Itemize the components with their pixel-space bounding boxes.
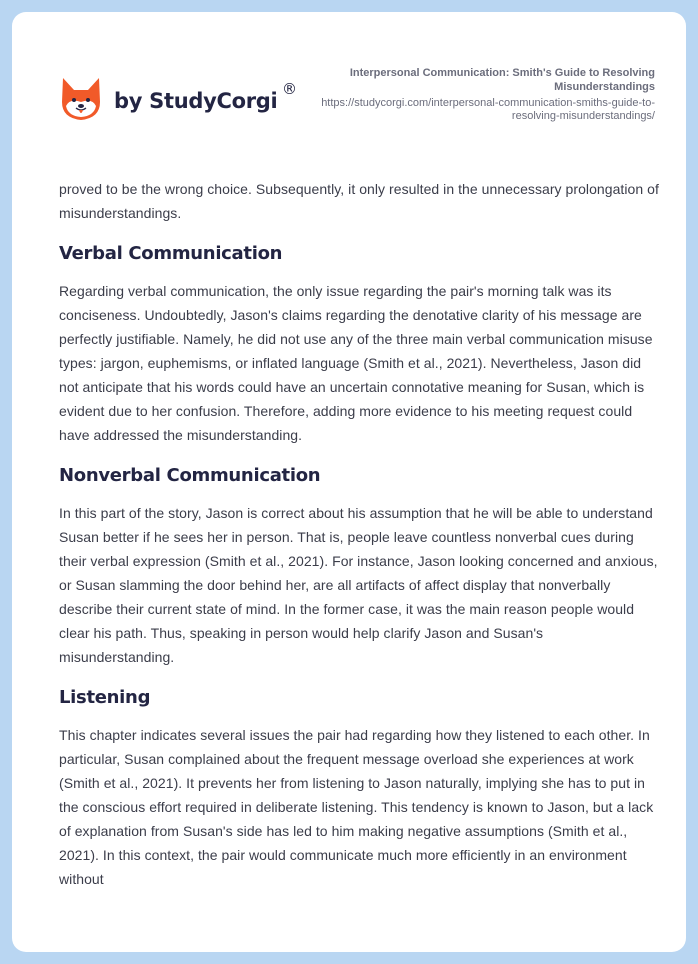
brand-name: by StudyCorgi	[114, 89, 278, 113]
studycorgi-logo[interactable]	[60, 76, 297, 122]
corgi-logo-icon	[60, 76, 102, 122]
section-heading-verbal: Verbal Communication	[59, 243, 283, 264]
document-url[interactable]: https://studycorgi.com/interpersonal-communication-smiths-guide-to-resolving-misunderstandings/	[321, 97, 655, 122]
intro-paragraph: proved to be the wrong choice. Subsequently, it only resulted in the unnecessary prolongation of misunderstandings.	[59, 181, 659, 221]
section-paragraph-verbal: Regarding verbal communication, the only issue regarding the pair's morning talk was its conciseness. Undoubtedly, Jason's claims regarding the denotative clarity of his message are perfectly justifiable. Namely, he did not use any of the three main verbal communication misuse types: jargon, euphemisms, or inflated language (Smith et al., 2021). Nevertheless, Jason did not anticipate that his words could have an uncertain connotative meaning for Susan, which is evident due to her confusion. Therefore, adding more evidence to his meeting request could have addressed the misunderstanding.	[59, 283, 653, 443]
document-meta	[275, 66, 655, 123]
section-paragraph-nonverbal: In this part of the story, Jason is correct about his assumption that he will be able to understand Susan better if he sees her in person. That is, people leave countless nonverbal cues during their verbal expression (Smith et al., 2021). For instance, Jason looking concerned and anxious, or Susan slamming the door behind her, are all artifacts of affect display that nonverbally describe their current state of mind. In the former case, it was the main reason people would clear his path. Thus, speaking in person would help clarify Jason and Susan's misunderstanding.	[59, 505, 658, 665]
document-page	[12, 12, 686, 952]
registered-mark: ®	[282, 80, 297, 98]
article-content	[59, 177, 659, 891]
section-paragraph-listening: This chapter indicates several issues the pair had regarding how they listened to each other. In particular, Susan complained about the frequent message overload she experiences at work (Smith et al., 2021). It prevents her from listening to Jason naturally, implying she has to put in the conscious effort required in deliberate listening. This tendency is known to Jason, but a lack of explanation from Susan's side has led to him making negative assumptions (Smith et al., 2021). In this context, the pair would communicate much more efficiently in an environment without	[59, 727, 654, 887]
section-heading-listening: Listening	[59, 687, 151, 708]
page-header	[12, 12, 686, 162]
document-title: Interpersonal Communication: Smith's Guide to Resolving Misunderstandings	[349, 67, 655, 93]
section-heading-nonverbal: Nonverbal Communication	[59, 465, 321, 486]
